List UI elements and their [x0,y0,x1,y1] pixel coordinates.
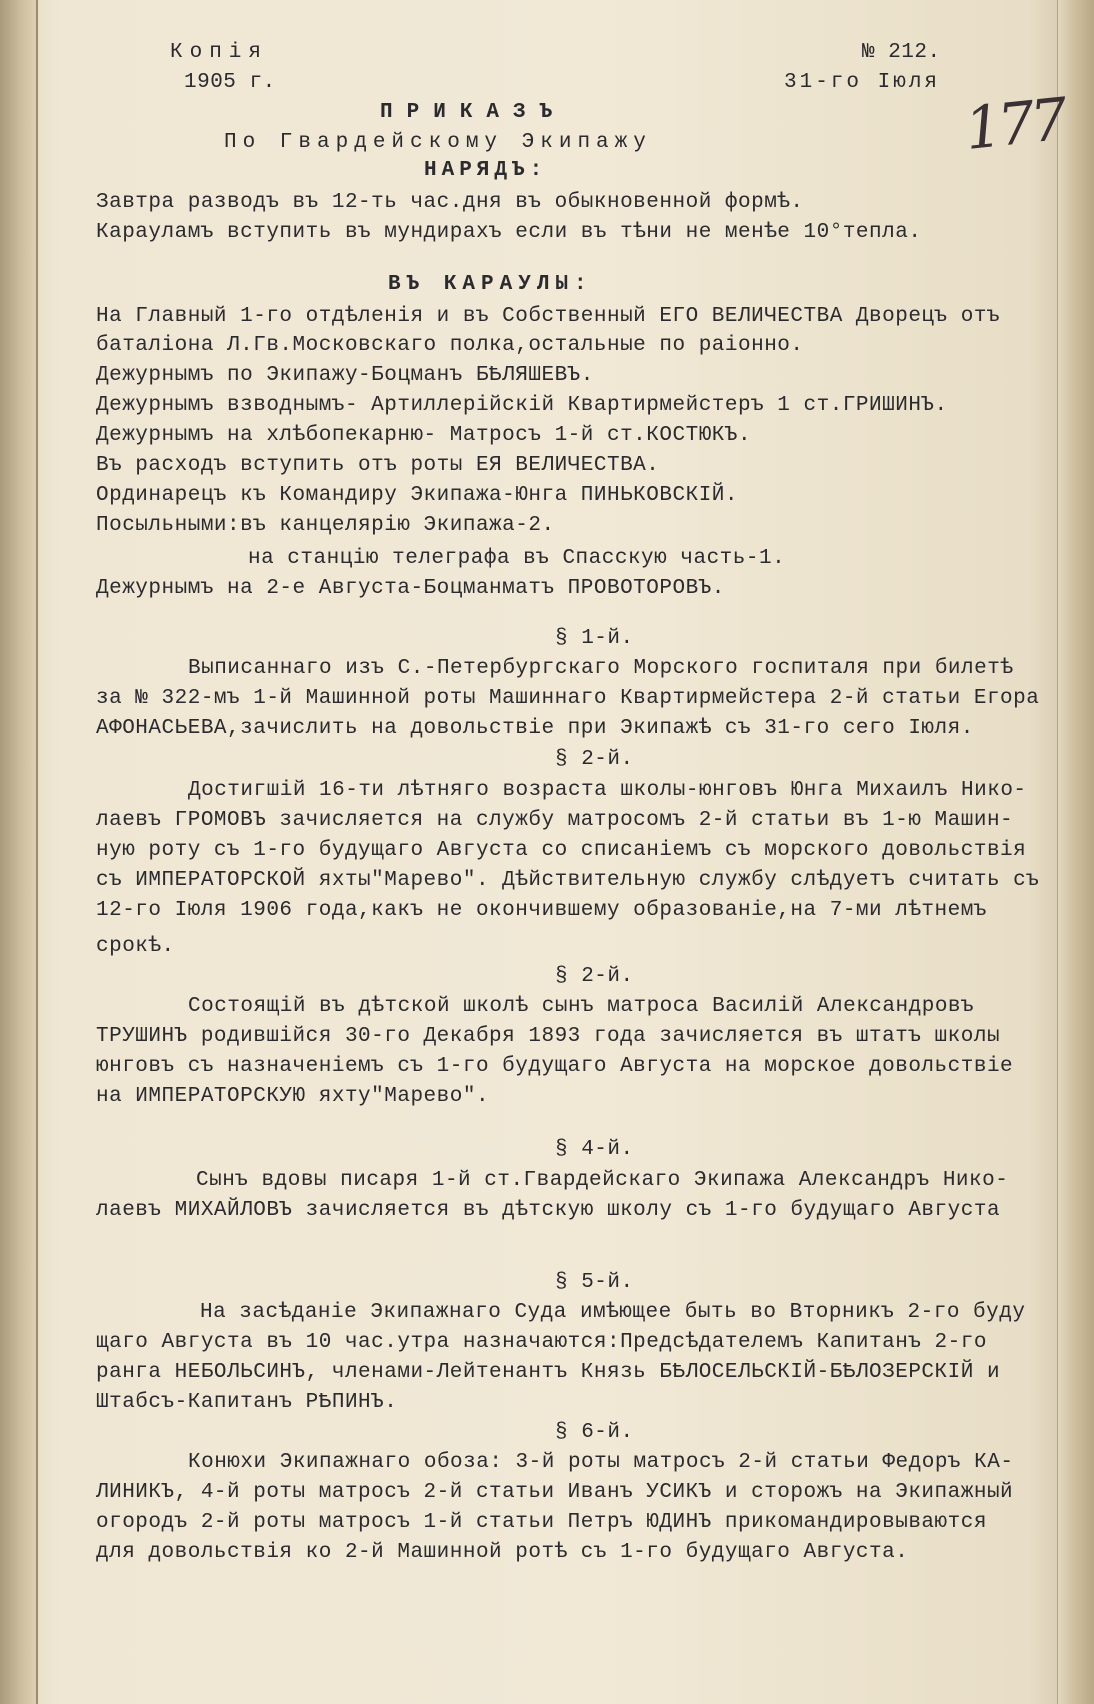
karauly-heading: ВЪ КАРАУЛЫ: [388,273,593,296]
section-line: лаевъ МИХАЙЛОВЪ зачисляется въ дѣтскую школу съ 1-го будущаго Августа [96,1199,1001,1222]
folio-number: 177 [961,85,1068,163]
section-line: ТРУШИНЪ родившійся 30-го Декабря 1893 года зачисляется въ штатъ школы [96,1025,1001,1048]
section-line: 12-го Іюля 1906 года,какъ не окончившему образованіе,на 7-ми лѣтнемъ [96,899,987,922]
copy-label: Копія [170,41,269,64]
section-line: Выписаннаго изъ С.-Петербургскаго Морского госпиталя при билетѣ [188,657,1014,680]
section-line: за № 322-мъ 1-й Машинной роты Машиннаго Квартирмейстера 2-й статьи Егора [96,687,1040,710]
section-line: юнговъ съ назначеніемъ съ 1-го будущаго Августа на морское довольствіе [96,1055,1014,1078]
section-line: Штабсъ-Капитанъ РѢПИНЪ. [96,1391,398,1414]
section-line: Конюхи Экипажнаго обоза: 3-й роты матросъ 2-й статьи Федоръ КА- [188,1451,1014,1474]
section-line: Сынъ вдовы писаря 1-й ст.Гвардейскаго Экипажа Александръ Нико- [196,1169,1009,1192]
section-line: АФОНАСЬЕВА,зачислить на довольствіе при Экипажѣ съ 31-го сего Іюля. [96,717,974,740]
section-line: срокѣ. [96,935,175,958]
section-line: ЛИНИКЪ, 4-й роты матросъ 2-й статьи Иванъ УСИКЪ и сторожъ на Экипажный [96,1481,1014,1504]
section-line: огородъ 2-й роты матросъ 1-й статьи Петръ ЮДИНЪ прикомандировываются [96,1511,987,1534]
year-label: 1905 г. [184,71,276,94]
section-line: съ ИМПЕРАТОРСКОЙ яхты"Марево". Дѣйствительную службу слѣдуетъ считать съ [96,869,1040,892]
section-line: лаевъ ГРОМОВЪ зачисляется на службу матросомъ 2-й статьи въ 1-ю Машин- [96,809,1014,832]
karauly-line: баталіона Л.Гв.Московскаго полка,остальные по раіонно. [96,334,804,357]
karauly-line: на станцію телеграфа въ Спасскую часть-1. [248,547,786,570]
page-edge [1057,0,1094,1704]
order-number: № 212. [862,41,941,64]
naryad-heading: НАРЯДЪ: [424,159,548,182]
karauly-line: Дежурнымъ взводнымъ- Артиллерійскій Квартирмейстеръ 1 ст.ГРИШИНЪ. [96,394,948,417]
section-heading: § 2-й. [555,748,634,771]
karauly-line: Дежурнымъ на хлѣбопекарню- Матросъ 1-й ст.КОСТЮКЪ. [96,424,752,447]
naryad-line: Карауламъ вступить въ мундирахъ если въ тѣни не менѣе 10°тепла. [96,221,922,244]
section-heading: § 4-й. [555,1138,634,1161]
section-line: ранга НЕБОЛЬСИНЪ, членами-Лейтенантъ Князь БѢЛОСЕЛЬСКІЙ-БѢЛОЗЕРСКІЙ и [96,1361,1001,1384]
karauly-line: На Главный 1-го отдѣленія и въ Собственный ЕГО ВЕЛИЧЕСТВА Дворецъ отъ [96,305,1001,328]
section-heading: § 2-й. [555,965,634,988]
karauly-line: Ординарецъ къ Командиру Экипажа-Юнга ПИНЬКОВСКІЙ. [96,484,739,507]
section-heading: § 5-й. [555,1271,634,1294]
section-line: ную роту съ 1-го будущаго Августа со списаніемъ съ морского довольствія [96,839,1027,862]
section-heading: § 1-й. [555,627,634,650]
karauly-line: Дежурнымъ по Экипажу-Боцманъ БѢЛЯШЕВЪ. [96,364,594,387]
document-title: ПРИКАЗЪ [380,101,567,124]
section-line: щаго Августа въ 10 час.утра назначаются:Предсѣдателемъ Капитанъ 2-го [96,1331,987,1354]
section-line: На засѣданіе Экипажнаго Суда имѣющее быть во Вторникъ 2-го буду [200,1301,1026,1324]
naryad-line: Завтра разводъ въ 12-ть час.дня въ обыкновенной формѣ. [96,191,804,214]
section-heading: § 6-й. [555,1421,634,1444]
section-line: Состоящій въ дѣтской школѣ сынъ матроса Василій Александровъ [188,995,975,1018]
section-line: на ИМПЕРАТОРСКУЮ яхту"Марево". [96,1085,490,1108]
section-line: Достигшій 16-ти лѣтняго возраста школы-юнговъ Юнга Михаилъ Нико- [188,779,1027,802]
section-line: для довольствія ко 2-й Машинной ротѣ съ 1-го будущаго Августа. [96,1541,909,1564]
karauly-line: Въ расходъ вступить отъ роты ЕЯ ВЕЛИЧЕСТВА. [96,454,660,477]
binding-edge [0,0,38,1704]
document-subtitle: По Гвардейскому Экипажу [224,131,652,154]
order-date: 31-го Іюля [784,71,941,94]
karauly-line: Посыльными:въ канцелярію Экипажа-2. [96,514,555,537]
karauly-line: Дежурнымъ на 2-е Августа-Боцманматъ ПРОВОТОРОВЪ. [96,577,725,600]
